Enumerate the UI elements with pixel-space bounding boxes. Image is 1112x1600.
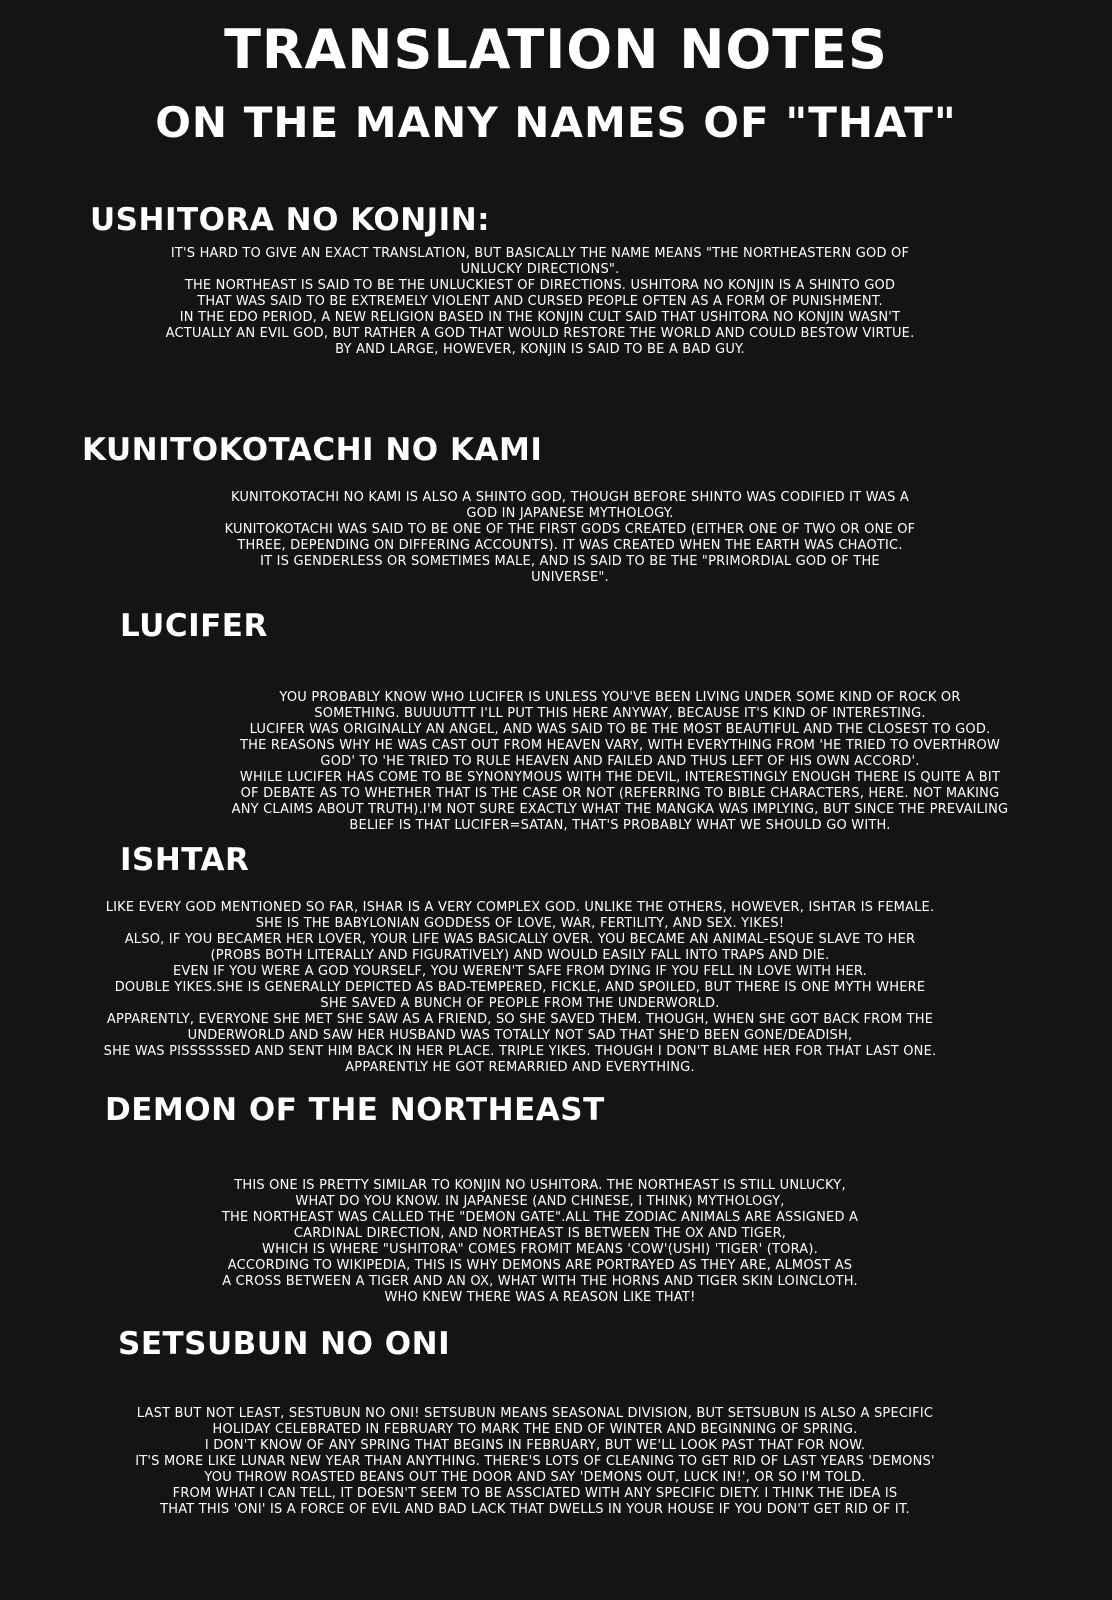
- body-line: SHE IS THE BABYLONIAN GODDESS OF LOVE, WAR, FERTILITY, AND SEX. YIKES!: [255, 916, 785, 931]
- body-line: THREE, DEPENDING ON DIFFERING ACCOUNTS). IT WAS CREATED WHEN THE EARTH WAS CHAOTIC.: [237, 538, 903, 553]
- body-line: A CROSS BETWEEN A TIGER AND AN OX, WHAT WITH THE HORNS AND TIGER SKIN LOINCLOTH.: [222, 1274, 858, 1289]
- body-line: THAT WAS SAID TO BE EXTREMELY VIOLENT AND CURSED PEOPLE OFTEN AS A FORM OF PUNISHMENT.: [197, 294, 883, 309]
- body-line: OF DEBATE AS TO WHETHER THAT IS THE CASE OR NOT (REFERRING TO BIBLE CHARACTERS, HERE. NOT MAKING: [240, 786, 1000, 801]
- body-line: BY AND LARGE, HOWEVER, KONJIN IS SAID TO BE A BAD GUY.: [335, 342, 745, 357]
- section-body-ishtar: [30, 900, 1010, 1076]
- body-line: UNDERWORLD AND SAW HER HUSBAND WAS TOTALLY NOT SAD THAT SHE'D BEEN GONE/DEADISH,: [187, 1028, 853, 1043]
- body-line: (PROBS BOTH LITERALLY AND FIGURATIVELY) AND WOULD EASILY FALL INTO TRAPS AND DIE.: [210, 948, 830, 963]
- section-body-setsubun: [65, 1406, 1005, 1518]
- body-line: GOD IN JAPANESE MYTHOLOGY.: [466, 506, 674, 521]
- body-line: WHAT DO YOU KNOW. IN JAPANESE (AND CHINESE, I THINK) MYTHOLOGY,: [295, 1194, 785, 1209]
- body-line: THE NORTHEAST WAS CALLED THE "DEMON GATE".ALL THE ZODIAC ANIMALS ARE ASSIGNED A: [221, 1210, 859, 1225]
- body-line: ACCORDING TO WIKIPEDIA, THIS IS WHY DEMONS ARE PORTRAYED AS THEY ARE, ALMOST AS: [227, 1258, 853, 1273]
- body-line: THE NORTHEAST IS SAID TO BE THE UNLUCKIEST OF DIRECTIONS. USHITORA NO KONJIN IS A SHINTO GOD: [184, 278, 896, 293]
- body-line: WHILE LUCIFER HAS COME TO BE SYNONYMOUS WITH THE DEVIL, INTERESTINGLY ENOUGH THERE IS QUITE A BIT: [239, 770, 1001, 785]
- body-line: BELIEF IS THAT LUCIFER=SATAN, THAT'S PROBABLY WHAT WE SHOULD GO WITH.: [349, 818, 891, 833]
- section-heading-demon-northeast: DEMON OF THE NORTHEAST: [105, 1092, 605, 1128]
- body-line: ALSO, IF YOU BECAMER HER LOVER, YOUR LIFE WAS BASICALLY OVER. YOU BECAME AN ANIMAL-ESQUE SLAVE TO HER: [124, 932, 916, 947]
- body-line: EVEN IF YOU WERE A GOD YOURSELF, YOU WEREN'T SAFE FROM DYING IF YOU FELL IN LOVE WITH HER.: [172, 964, 868, 979]
- section-body-kunitokotachi: [170, 490, 970, 586]
- body-line: UNLUCKY DIRECTIONS".: [460, 262, 620, 277]
- body-line: IT'S MORE LIKE LUNAR NEW YEAR THAN ANYTHING. THERE'S LOTS OF CLEANING TO GET RID OF LAST YEARS 'DEMONS': [135, 1454, 935, 1469]
- body-line: CARDINAL DIRECTION, AND NORTHEAST IS BETWEEN THE OX AND TIGER,: [293, 1226, 787, 1241]
- body-line: KUNITOKOTACHI NO KAMI IS ALSO A SHINTO GOD, THOUGH BEFORE SHINTO WAS CODIFIED IT WAS A: [230, 490, 910, 505]
- body-line: SOMETHING. BUUUUTTT I'LL PUT THIS HERE ANYWAY, BECAUSE IT'S KIND OF INTERESTING.: [314, 706, 926, 721]
- section-heading-setsubun: SETSUBUN NO ONI: [118, 1326, 451, 1362]
- body-line: LUCIFER WAS ORIGINALLY AN ANGEL, AND WAS SAID TO BE THE MOST BEAUTIFUL AND THE CLOSEST TO GOD.: [249, 722, 991, 737]
- body-line: SHE SAVED A BUNCH OF PEOPLE FROM THE UNDERWORLD.: [320, 996, 720, 1011]
- page-subtitle: ON THE MANY NAMES OF "THAT": [155, 98, 957, 147]
- body-line: WHO KNEW THERE WAS A REASON LIKE THAT!: [384, 1290, 696, 1305]
- body-line: THAT THIS 'ONI' IS A FORCE OF EVIL AND BAD LACK THAT DWELLS IN YOUR HOUSE IF YOU DON'T GET RID OF IT.: [160, 1502, 910, 1517]
- body-line: THE REASONS WHY HE WAS CAST OUT FROM HEAVEN VARY, WITH EVERYTHING FROM 'HE TRIED TO OVERTHROW: [240, 738, 1000, 753]
- body-line: YOU THROW ROASTED BEANS OUT THE DOOR AND SAY 'DEMONS OUT, LUCK IN!', OR SO I'M TOLD.: [204, 1470, 866, 1485]
- section-body-lucifer: [180, 690, 1060, 834]
- body-line: WHICH IS WHERE "USHITORA" COMES FROMIT MEANS 'COW'(USHI) 'TIGER' (TORA).: [262, 1242, 818, 1257]
- body-line: YOU PROBABLY KNOW WHO LUCIFER IS UNLESS YOU'VE BEEN LIVING UNDER SOME KIND OF ROCK OR: [279, 690, 961, 705]
- page-title: TRANSLATION NOTES: [224, 18, 888, 81]
- body-line: I DON'T KNOW OF ANY SPRING THAT BEGINS IN FEBRUARY, BUT WE'LL LOOK PAST THAT FOR NOW.: [204, 1438, 866, 1453]
- body-line: KUNITOKOTACHI WAS SAID TO BE ONE OF THE FIRST GODS CREATED (EITHER ONE OF TWO OR ONE OF: [224, 522, 916, 537]
- section-heading-lucifer: LUCIFER: [120, 608, 268, 644]
- body-line: HOLIDAY CELEBRATED IN FEBRUARY TO MARK THE END OF WINTER AND BEGINNING OF SPRING.: [212, 1422, 858, 1437]
- section-body-demon-northeast: [160, 1178, 920, 1306]
- body-line: ANY CLAIMS ABOUT TRUTH).I'M NOT SURE EXACTLY WHAT THE MANGKA WAS IMPLYING, BUT SINCE THE PREVAILING: [231, 802, 1009, 817]
- body-line: IT'S HARD TO GIVE AN EXACT TRANSLATION, BUT BASICALLY THE NAME MEANS "THE NORTHEASTERN GOD OF: [170, 246, 910, 261]
- body-line: UNIVERSE".: [531, 570, 609, 585]
- section-body-ushitora: [120, 246, 960, 358]
- body-line: IN THE EDO PERIOD, A NEW RELIGION BASED IN THE KONJIN CULT SAID THAT USHITORA NO KONJIN WASN'T: [179, 310, 901, 325]
- body-line: APPARENTLY, EVERYONE SHE MET SHE SAW AS A FRIEND, SO SHE SAVED THEM. THOUGH, WHEN SHE GOT BACK FROM THE: [106, 1012, 934, 1027]
- section-heading-ishtar: ISHTAR: [120, 842, 250, 878]
- body-line: ACTUALLY AN EVIL GOD, BUT RATHER A GOD THAT WOULD RESTORE THE WORLD AND COULD BESTOW VIRTUE.: [165, 326, 915, 341]
- body-line: FROM WHAT I CAN TELL, IT DOESN'T SEEM TO BE ASSCIATED WITH ANY SPECIFIC DIETY. I THINK THE IDEA IS: [172, 1486, 898, 1501]
- body-line: LAST BUT NOT LEAST, SESTUBUN NO ONI! SETSUBUN MEANS SEASONAL DIVISION, BUT SETSUBUN IS ALSO A SPECIFIC: [136, 1406, 934, 1421]
- section-heading-kunitokotachi: KUNITOKOTACHI NO KAMI: [82, 432, 543, 468]
- body-line: DOUBLE YIKES.SHE IS GENERALLY DEPICTED AS BAD-TEMPERED, FICKLE, AND SPOILED, BUT THERE IS ONE MYTH WHERE: [114, 980, 926, 995]
- body-line: THIS ONE IS PRETTY SIMILAR TO KONJIN NO USHITORA. THE NORTHEAST IS STILL UNLUCKY,: [234, 1178, 846, 1193]
- body-line: SHE WAS PISSSSSSED AND SENT HIM BACK IN HER PLACE. TRIPLE YIKES. THOUGH I DON'T BLAME HER FOR THAT LAST ONE.: [103, 1044, 937, 1059]
- body-line: LIKE EVERY GOD MENTIONED SO FAR, ISHAR IS A VERY COMPLEX GOD. UNLIKE THE OTHERS, HOWEVER, ISHTAR IS FEMALE.: [105, 900, 935, 915]
- body-line: APPARENTLY HE GOT REMARRIED AND EVERYTHING.: [345, 1060, 695, 1075]
- section-heading-ushitora: USHITORA NO KONJIN:: [90, 202, 491, 238]
- body-line: GOD' TO 'HE TRIED TO RULE HEAVEN AND FAILED AND THUS LEFT OF HIS OWN ACCORD'.: [320, 754, 920, 769]
- body-line: IT IS GENDERLESS OR SOMETIMES MALE, AND IS SAID TO BE THE "PRIMORDIAL GOD OF THE: [260, 554, 880, 569]
